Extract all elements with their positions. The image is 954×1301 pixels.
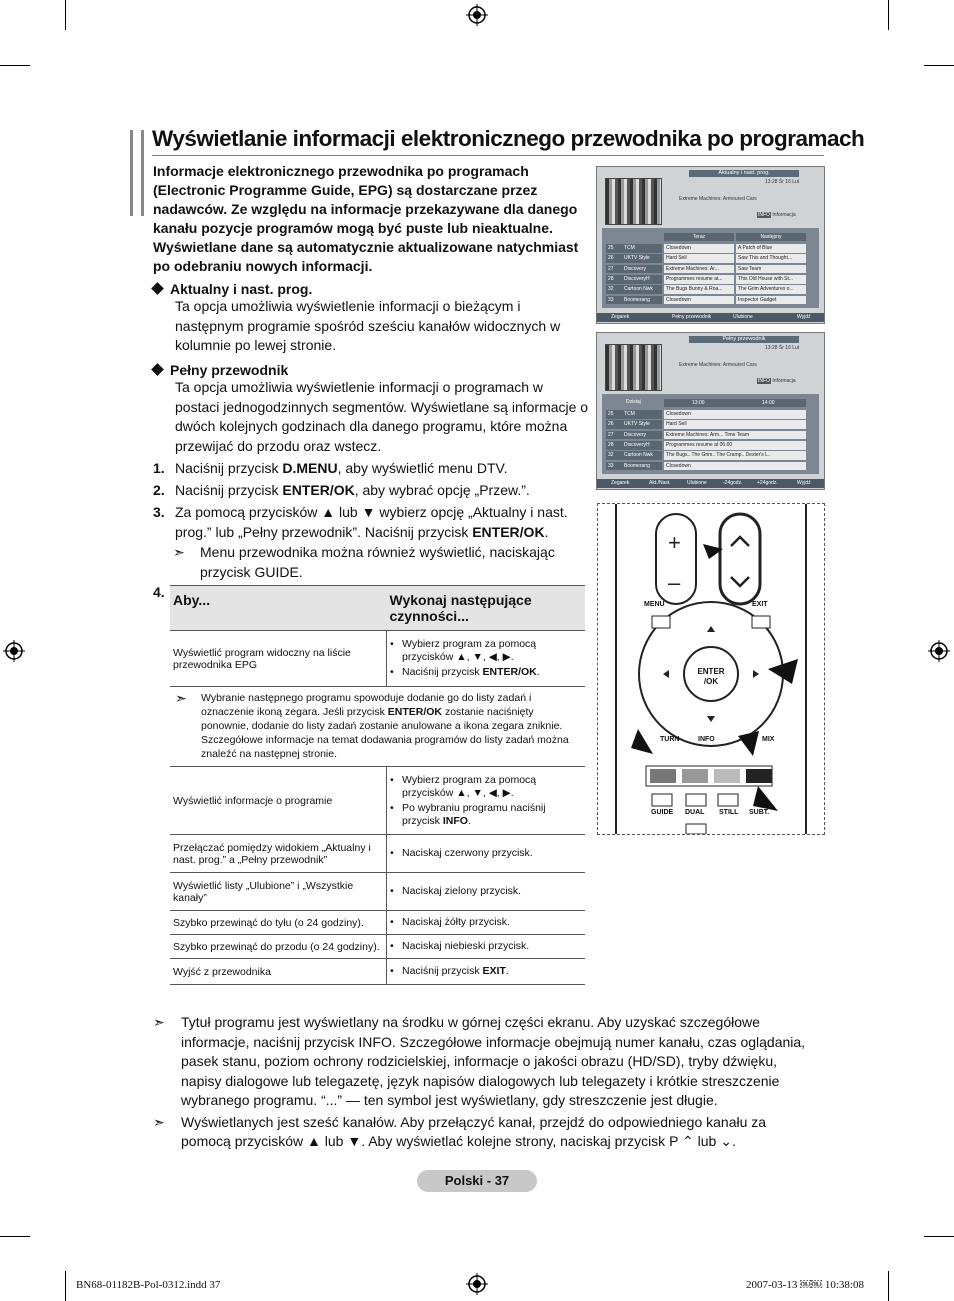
turn-button-label: TURN [660,736,680,743]
step-1: 1. Naciśnij przycisk D.MENU, aby wyświetlić menu DTV. [153,460,508,476]
screen-header: Aktualny i nast. prog. [689,170,799,177]
epg-cell: The Bugs Bunny & Roa... [664,285,734,294]
table-row: Szybko przewinąć do przodu (o 24 godziny). • Naciskaj niebieski przycisk. [170,935,585,959]
crop-mark [888,1271,889,1301]
note-paragraph: ➣ Wyświetlanych jest sześć kanałów. Aby przełączyć kanał, przejdź do odpowiedniego kanału za pomocą przycisków ▲ lub ▼. Aby wyświetlać kolejne strony, naciskaj przycisk P ⌃ lub ⌄. [153,1113,767,1149]
diamond-bullet-icon [151,363,164,376]
epg-screen-full-guide [596,332,825,490]
registration-mark-icon [3,640,25,662]
epg-cell: 28 [606,275,622,284]
epg-cell: TCM [622,244,662,253]
epg-cell: The Bugs.. The Grim.. The Cramp.. Dexter's L.. [664,451,806,460]
epg-cell: Saw Team [736,265,806,274]
epg-cell: A Patch of Blue [736,244,806,253]
exit-button-label: EXIT [752,601,768,608]
note-paragraph: ➣ Tytuł programu jest wyświetlany na środku w górnej części ekranu. Aby uzyskać szczegółowe informacje, naciśnij przycisk INFO. Szczegółowe informacje obejmują numer kanału, czas oglądania, pasek stanu, poziom ochrony rodzicielskiej, informacje o jakości obrazu (HD/SD), tryby dźwięku, napisy dialogowe lub telegazetę, język napisów dialogowych lub telegazety i krótkie streszczenie wybranego programu. “...” — ten symbol jest wyświetlany, gdy streszczenie jest długie. [153,1014,806,1108]
table-row: Wyświetlić informacje o programie • Wybierz program za pomocą przycisków ▲, ▼, ◀, ▶. • Po wybraniu programu naciśnij przycisk INFO. [170,767,585,835]
note-arrow-icon: ➣ [175,690,187,706]
section-text: Ta opcja umożliwia wyświetlenie informacji o programach w postaci jednogodzinnych segmentów. Wyświetlane są informacje o dwóch kolejnych godzinach dla danego programu, które można przewijać do przodu oraz wstecz. [175,379,589,454]
epg-cell: DiscoveryH [622,441,662,450]
epg-cell: Closedown [664,296,734,305]
epg-cell: Extreme Machines: Arm... Time Team [664,431,806,440]
svg-text:+: + [668,530,681,555]
mix-button-label: MIX [762,736,775,743]
crop-mark [0,1236,30,1237]
steps-list [153,458,589,582]
page-number: Polski - 37 [417,1170,537,1192]
table-row: Wyświetlić listy „Ulubione” i „Wszystkie kanały” • Naciskaj zielony przycisk. [170,873,585,911]
epg-cell: 26 [606,254,622,263]
program-title: Extreme Machines: Armoured Cars [679,362,757,368]
screen-footer: Zegarek Akt./Nast. Ulubione -24godz. +24godz. Wyjdź [597,479,824,488]
svg-text:–: – [668,570,681,595]
note-arrow-icon: ➣ [153,1014,165,1030]
still-button-label: STILL [719,809,739,816]
section-full-guide [153,362,589,456]
actions-table [170,585,585,985]
epg-cell: UKTV Style [622,420,662,429]
info-button-label: INFO [698,736,715,743]
epg-cell: 27 [606,265,622,274]
epg-cell: The Grim Adventures o... [736,285,806,294]
epg-cell: Hard Sell [664,420,806,429]
epg-cell: Extreme Machines: Ar... [664,265,734,274]
epg-cell: 32 [606,285,622,294]
epg-cell: Discovery [622,431,662,440]
table-note-row: ➣ Wybranie następnego programu spowoduje dodanie go do listy zadań i oznaczenie ikoną zegara. Jeśli przycisk ENTER/OK zostanie naciśnięty ponownie, dodanie do listy zadań zostanie anulowane a ikona zegara zniknie. Szczegółowe informacje na temat dodawania programów do listy zadań można znaleźć na następnej stronie. [170,687,585,767]
step-4-number: 4. [153,584,165,600]
date-slug: 2007-03-13 ￼￼ 10:38:08 [746,1279,864,1291]
epg-cell: 26 [606,420,622,429]
epg-cell: Cartoon Nwk [622,285,662,294]
table-row: Szybko przewinąć do tyłu (o 24 godziny). • Naciskaj żółty przycisk. [170,911,585,935]
epg-cell: 25 [606,244,622,253]
step-3: 3. Za pomocą przycisków ▲ lub ▼ wybierz opcję „Aktualny i nast. prog.” lub „Pełny przewodnik”. Naciśnij przycisk ENTER/OK. [153,504,568,540]
crop-mark [0,65,30,66]
screen-clock: 13:28 Śr 16 Lut [765,179,800,185]
table-row: Przełączać pomiędzy widokiem „Aktualny i nast. prog.” a „Pełny przewodnik” • Naciskaj czerwony przycisk. [170,835,585,873]
screen-clock: 13:28 Śr 16 Lut [765,345,800,351]
epg-cell: Programmes resume at... [664,275,734,284]
note-arrow-icon: ➣ [153,1113,165,1130]
info-hint: INFO Informacja [758,378,796,384]
step-2: 2. Naciśnij przycisk ENTER/OK, aby wybrać opcję „Przew.”. [153,482,530,498]
bottom-notes [153,1013,813,1153]
epg-cell: Cartoon Nwk [622,451,662,460]
epg-cell: TCM [622,410,662,419]
registration-mark-icon [466,4,488,26]
note-arrow-icon: ➣ [173,544,185,560]
title-divider [152,155,824,156]
diamond-bullet-icon [151,282,164,295]
step-3-note: ➣ Menu przewodnika można również wyświetlić, naciskając przycisk GUIDE. [173,544,555,580]
file-slug: BN68-01182B-Pol-0312.indd 37 [76,1279,221,1291]
screen-footer: Zegarek Pełny przewodnik Ulubione Wyjdź [597,313,824,322]
epg-cell: Discovery [622,265,662,274]
epg-cell: Hard Sell [664,254,734,263]
epg-screen-now-next [596,166,825,324]
epg-cell: This Old House with St... [736,275,806,284]
epg-cell: Closedown [664,410,806,419]
epg-cell: DiscoveryH [622,275,662,284]
section-heading: Pełny przewodnik [170,362,289,378]
registration-mark-icon [928,640,950,662]
crop-mark [65,1271,66,1301]
epg-cell: 32 [606,451,622,460]
preview-thumbnail [605,344,662,391]
screen-header: Pełny przewodnik [689,336,799,343]
preview-thumbnail [605,178,662,225]
crop-mark [65,0,66,30]
epg-cell: Boomerang [622,462,662,471]
epg-cell: UKTV Style [622,254,662,263]
remote-control-illustration [597,503,825,835]
title-accent-bar [130,130,144,216]
program-title: Extreme Machines: Armoured Cars [679,196,757,202]
table-row: Wyjść z przewodnika • Naciśnij przycisk EXIT. [170,959,585,985]
dual-button-label: DUAL [685,809,705,816]
section-heading: Aktualny i nast. prog. [170,281,313,297]
page-title: Wyświetlanie informacji elektronicznego przewodnika po programach [152,126,865,151]
guide-button-label: GUIDE [651,809,674,816]
subt-button-label: SUBT. [749,809,770,816]
enter-button-label: ENTER /OK [697,667,725,686]
epg-cell: 27 [606,431,622,440]
registration-mark-icon [466,1273,488,1295]
epg-cell: Inspector Gadget [736,296,806,305]
epg-cell: Closedown [664,462,806,471]
section-current-next [153,281,589,356]
section-text: Ta opcja umożliwia wyświetlenie informacji o bieżącym i następnym programie spośród sześciu kanałów widocznych w kolumnie po lewej stronie. [175,298,561,353]
epg-cell: Boomerang [622,296,662,305]
crop-mark [924,1236,954,1237]
epg-cell: 28 [606,441,622,450]
table-header-col1: Aby... [170,586,387,631]
crop-mark [888,0,889,30]
channel-grid: Dzisiaj 13:00 14:00 25 TCM Closedown 26 UKTV Style Hard Sell 27 Discovery Extreme Machines: Arm... Time Team 28 DiscoveryH Programmes resume at 06:00 32 Cartoon Nwk The Bugs.. The Grim.. The Cramp.. Dexter's L.. 33 Boomerang Closedown [602,394,819,474]
epg-cell: 33 [606,462,622,471]
epg-cell: Programmes resume at 06:00 [664,441,806,450]
epg-cell: Saw This and Thought... [736,254,806,263]
table-header-col2: Wykonaj następujące czynności... [387,586,586,631]
epg-cell: 25 [606,410,622,419]
channel-grid: Teraz Następny 25 TCM Closedown A Patch of Blue 26 UKTV Style Hard Sell Saw This and Thought... 27 Discovery Extreme Machines: Ar... Saw Team 28 DiscoveryH Programmes resume at... This Old House with St... 32 Cartoon Nwk The Bugs Bunny & Roa... The Grim Adventures o... 33 Boomerang Closedown Inspector Gadget [602,228,819,308]
info-hint: INFO Informacja [758,212,796,218]
epg-cell: 33 [606,296,622,305]
menu-button-label: MENU [644,601,665,608]
crop-mark [924,65,954,66]
table-row: Wyświetlić program widoczny na liście przewodnika EPG • Wybierz program za pomocą przycisków ▲, ▼, ◀, ▶. • Naciśnij przycisk ENTER/OK. [170,631,585,687]
epg-cell: Closedown [664,244,734,253]
intro-paragraph: Informacje elektronicznego przewodnika po programach (Electronic Programme Guide, EPG) są dostarczane przez nadawców. Ze względu na informacje przekazywane dla danego kanału pozycje programów mogą być puste lub nieaktualne. Wyświetlane dane są automatycznie aktualizowane natychmiast po odebraniu nowych informacji. [153,163,579,274]
